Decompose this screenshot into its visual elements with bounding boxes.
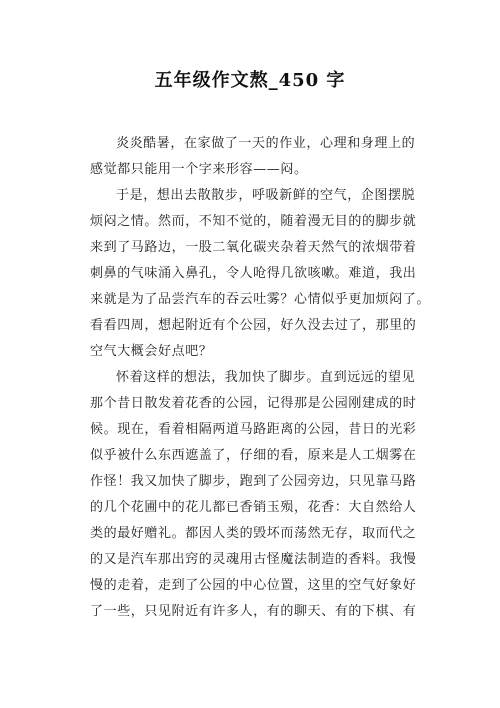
document-body [90,131,435,625]
document-title: 五年级作文熬_450 字 [154,70,346,91]
text-line: 来到了马路边，一股二氧化碳夹杂着天然气的浓烟带着 [90,240,417,255]
text-line: 炎炎酷暑，在家做了一天的作业，心理和身理上的 [116,136,416,151]
text-line: 感觉都只能用一个字来形容——闷。 [90,162,308,177]
text-line: 似乎被什么东西遮盖了，仔细的看，原来是人工烟雾在 [90,448,417,463]
text-line: 慢的走着，走到了公园的中心位置，这里的空气好象好 [90,578,417,593]
text-line: 怀着这样的想法，我加快了脚步。直到远远的望见 [116,370,416,385]
text-line: 来就是为了品尝汽车的吞云吐雾？心情似乎更加烦闷了。 [90,292,431,307]
text-line: 烦闷之情。然而，不知不觉的，随着漫无目的的脚步就 [90,214,417,229]
text-line: 了一些，只见附近有许多人，有的聊天、有的下棋、有 [90,604,417,619]
text-line: 的又是汽车那出窍的灵魂用古怪魔法制造的香料。我慢 [90,552,417,567]
text-line: 空气大概会好点吧？ [90,344,213,359]
text-line: 看看四周，想起附近有个公园，好久没去过了，那里的 [90,318,417,333]
text-line: 类的最好赠礼。都因人类的毁坏而荡然无存，取而代之 [90,526,417,541]
text-line: 候。现在，看着相隔两道马路距离的公园，昔日的光彩 [90,422,417,437]
text-line: 刺鼻的气味涌入鼻孔，令人呛得几欲咳嗽。难道，我出 [90,266,417,281]
text-line: 于是，想出去散散步，呼吸新鲜的空气，企图摆脱 [116,188,416,203]
text-line: 的几个花圃中的花儿都已香销玉殒，花香：大自然给人 [90,500,417,515]
text-line: 那个昔日散发着花香的公园，记得那是公园刚建成的时 [90,396,417,411]
text-line: 作怪！我又加快了脚步，跑到了公园旁边，只见靠马路 [90,474,417,489]
